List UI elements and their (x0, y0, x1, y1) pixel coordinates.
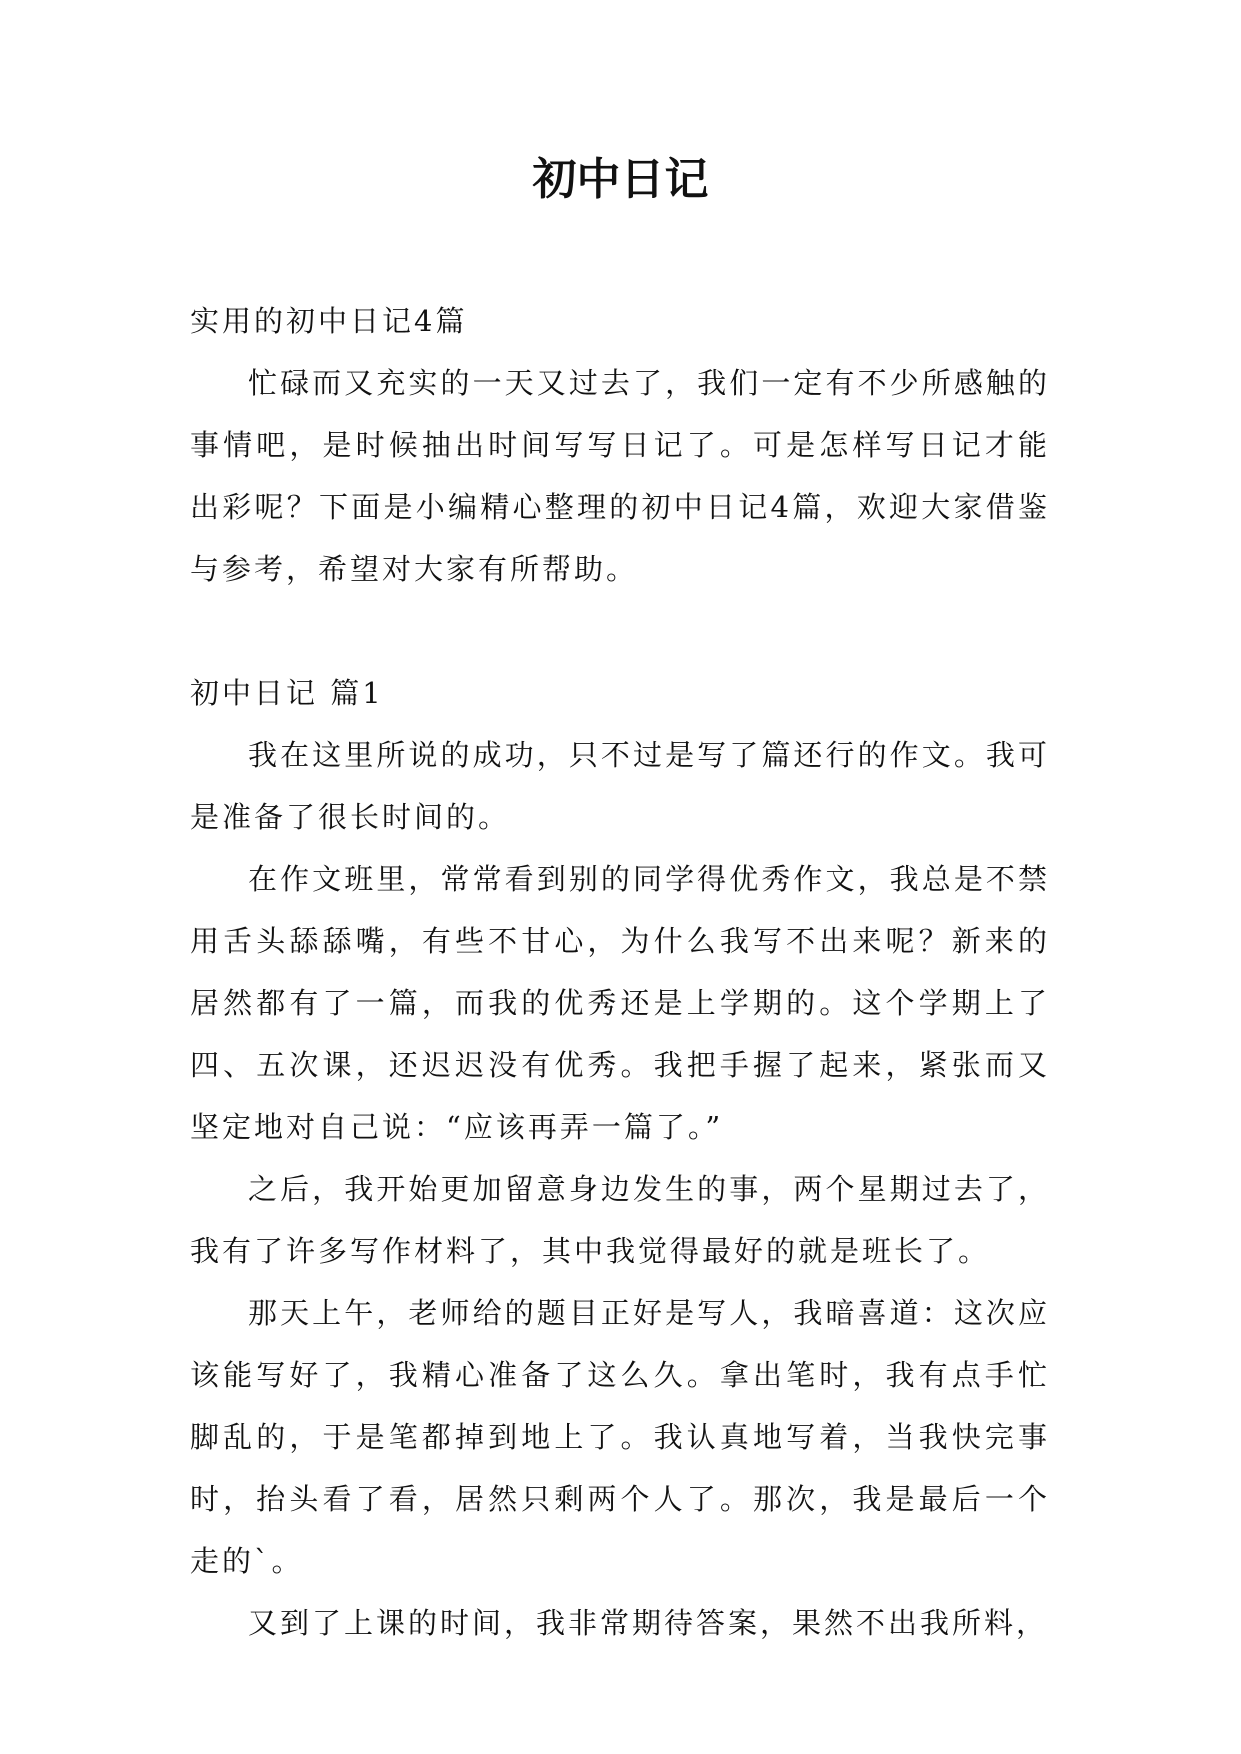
document-body (190, 290, 1050, 1654)
body-paragraph: 又到了上课的时间，我非常期待答案，果然不出我所料， (248, 1606, 1049, 1640)
document-title: 初中日记 (532, 154, 709, 205)
body-paragraph: 那天上午，老师给的题目正好是写人，我暗喜道：这次应该能写好了，我精心准备了这么久。拿出笔时，我有点手忙脚乱的，于是笔都掉到地上了。我认真地写着，当我快完事时，抬头看了看，居然只剩两个人了。那次，我是最后一个走的`。 (190, 1296, 1050, 1578)
intro-heading: 实用的初中日记4篇 (190, 304, 468, 338)
body-paragraph: 在作文班里，常常看到别的同学得优秀作文，我总是不禁用舌头舔舔嘴，有些不甘心，为什么我写不出来呢？新来的居然都有了一篇，而我的优秀还是上学期的。这个学期上了四、五次课，还迟迟没有优秀。我把手握了起来，紧张而又坚定地对自己说：“应该再弄一篇了。” (190, 862, 1050, 1144)
section-heading: 初中日记 篇1 (190, 676, 384, 710)
body-paragraph: 之后，我开始更加留意身边发生的事，两个星期过去了，我有了许多写作材料了，其中我觉得最好的就是班长了。 (190, 1172, 1050, 1268)
body-paragraph: 我在这里所说的成功，只不过是写了篇还行的作文。我可是准备了很长时间的。 (190, 738, 1050, 834)
section-spacer (190, 600, 1050, 662)
intro-paragraph: 忙碌而又充实的一天又过去了，我们一定有不少所感触的事情吧，是时候抽出时间写写日记了。可是怎样写日记才能出彩呢？下面是小编精心整理的初中日记4篇，欢迎大家借鉴与参考，希望对大家有所帮助。 (190, 366, 1050, 586)
